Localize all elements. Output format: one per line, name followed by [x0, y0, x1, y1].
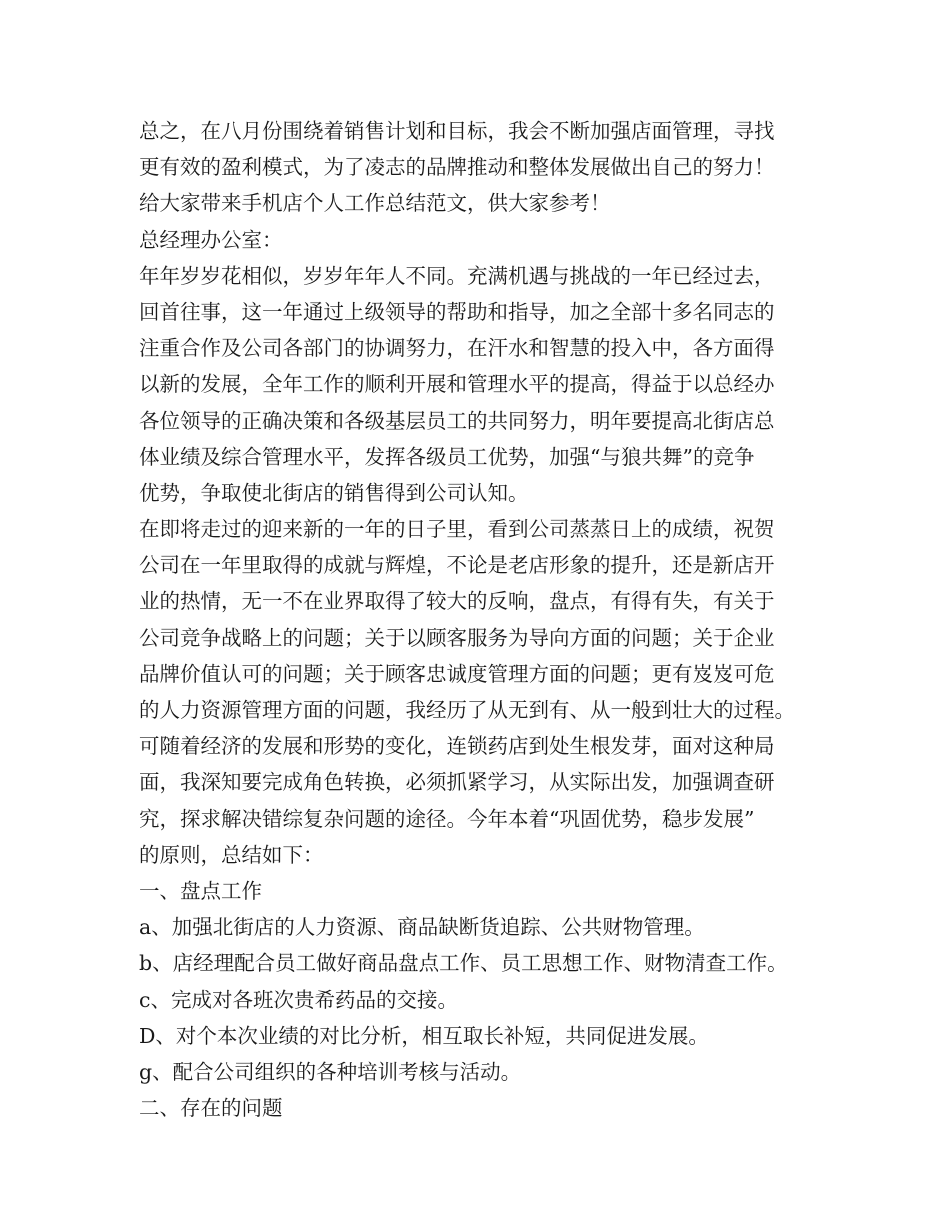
- text-line: 在即将走过的迎来新的一年的日子里，看到公司蒸蒸日上的成绩，祝贺: [139, 517, 775, 542]
- section-label: 总经理办公室：: [139, 227, 283, 252]
- text-line: 面，我深知要完成角色转换，必须抓紧学习，从实际出发，加强调查研: [139, 770, 775, 795]
- text-line: 优势，争取使北街店的销售得到公司认知。: [139, 480, 529, 505]
- list-item: D、对个本次业绩的对比分析，相互取长补短，共同促进发展。: [139, 1023, 709, 1048]
- list-item: g、配合公司组织的各种培训考核与活动。: [139, 1059, 522, 1084]
- list-item: b、店经理配合员工做好商品盘点工作、员工思想工作、财物清查工作。: [139, 951, 788, 976]
- list-item: a、加强北街店的人力资源、商品缺断货追踪、公共财物管理。: [139, 915, 705, 940]
- text-line: 品牌价值认可的问题；关于顾客忠诚度管理方面的问题；更有岌岌可危: [139, 661, 775, 686]
- section-heading: 二、存在的问题: [139, 1096, 283, 1121]
- text-line: 给大家带来手机店个人工作总结范文，供大家参考！: [139, 191, 611, 216]
- text-line: 究，探求解决错综复杂问题的途径。今年本着“巩固优势，稳步发展”: [139, 806, 755, 831]
- text-line: 回首往事，这一年通过上级领导的帮助和指导，加之全部十多名同志的: [139, 299, 775, 324]
- text-line: 的原则，总结如下：: [139, 842, 324, 867]
- text-line: 各位领导的正确决策和各级基层员工的共同努力，明年要提高北街店总: [139, 408, 775, 433]
- text-line: 的人力资源管理方面的问题，我经历了从无到有、从一般到壮大的过程。: [139, 698, 795, 722]
- text-line: 体业绩及综合管理水平，发挥各级员工优势，加强“与狼共舞”的竞争: [139, 444, 755, 469]
- text-line: 业的热情，无一不在业界取得了较大的反响，盘点，有得有失，有关于: [139, 589, 775, 614]
- text-line: 年年岁岁花相似，岁岁年年人不同。充满机遇与挑战的一年已经过去，: [139, 263, 775, 288]
- text-line: 可随着经济的发展和形势的变化，连锁药店到处生根发芽，面对这种局: [139, 734, 775, 759]
- list-item: c、完成对各班次贵希药品的交接。: [139, 987, 458, 1012]
- section-heading: 一、盘点工作: [139, 878, 262, 903]
- document-body: [139, 113, 839, 1126]
- text-line: 公司竞争战略上的问题；关于以顾客服务为导向方面的问题；关于企业: [139, 625, 775, 650]
- text-line: 总之，在八月份围绕着销售计划和目标，我会不断加强店面管理，寻找: [139, 119, 775, 143]
- text-line: 公司在一年里取得的成就与辉煌，不论是老店形象的提升，还是新店开: [139, 553, 775, 578]
- text-line: 更有效的盈利模式，为了凌志的品牌推动和整体发展做出自己的努力！: [139, 155, 775, 180]
- text-line: 注重合作及公司各部门的协调努力，在汗水和智慧的投入中，各方面得: [139, 336, 775, 361]
- text-line: 以新的发展，全年工作的顺利开展和管理水平的提高，得益于以总经办: [139, 372, 775, 397]
